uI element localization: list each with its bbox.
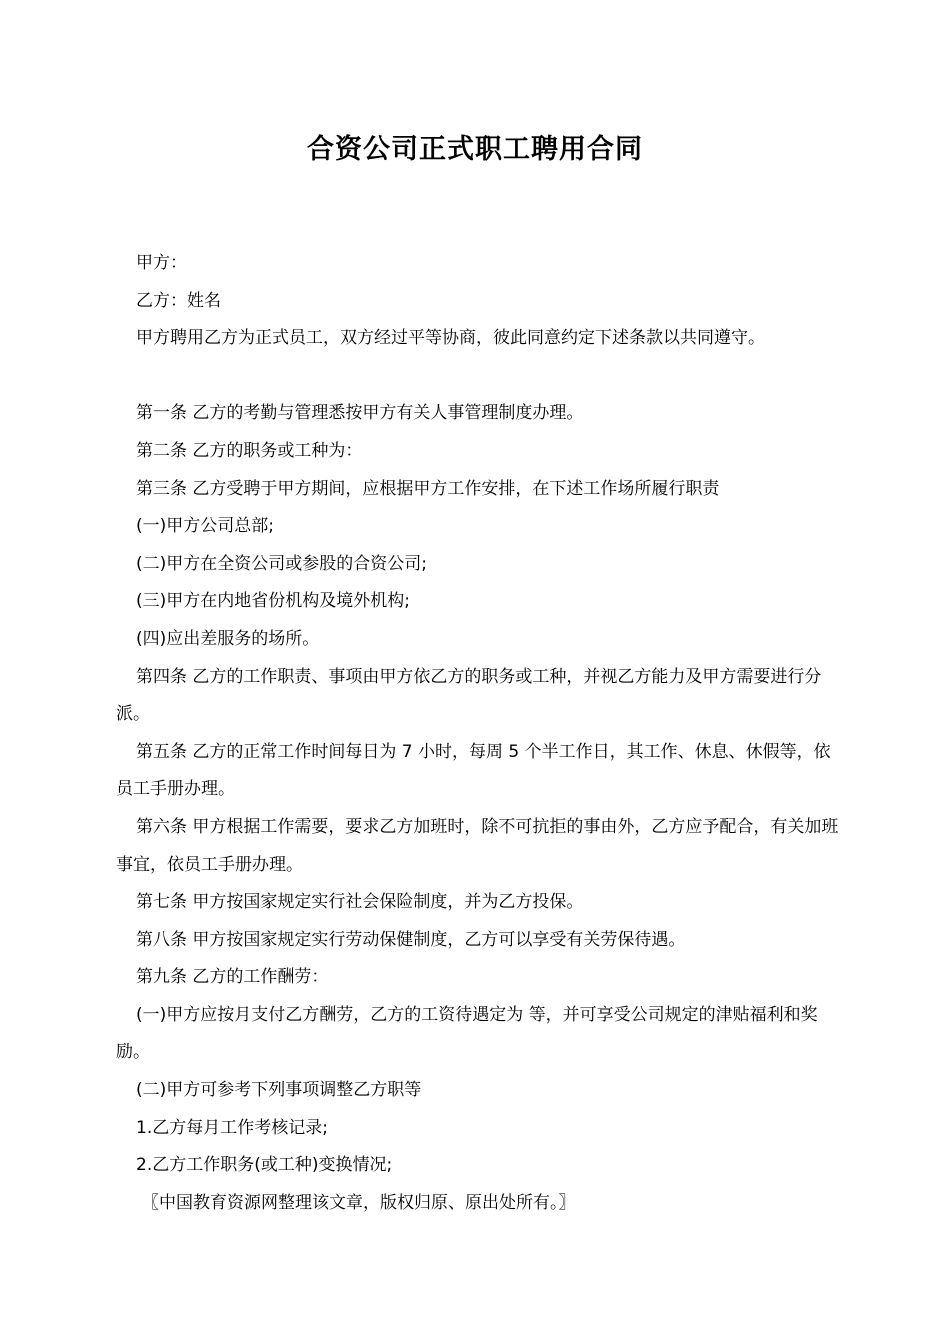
article-5: 第五条 乙方的正常工作时间每日为 7 小时，每周 5 个半工作日，其工作、休息、休假等，依员工手册办理。	[116, 741, 831, 800]
article-3-item-3: (三)甲方在内地省份机构及境外机构;	[136, 591, 410, 612]
article-8: 第八条 甲方按国家规定实行劳动保健制度，乙方可以享受有关劳保待遇。	[136, 929, 686, 950]
document-body	[116, 245, 846, 1222]
article-9-item-2: (二)甲方可参考下列事项调整乙方职等	[136, 1080, 422, 1101]
article-9-sub-item-1: 1.乙方每月工作考核记录;	[136, 1117, 328, 1138]
article-3: 第三条 乙方受聘于甲方期间，应根据甲方工作安排，在下述工作场所履行职责	[136, 478, 720, 499]
party-b-line: 乙方：姓名	[136, 290, 221, 311]
blank-line	[116, 358, 846, 396]
article-1: 第一条 乙方的考勤与管理悉按甲方有关人事管理制度办理。	[136, 403, 584, 424]
article-3-item-2: (二)甲方在全资公司或参股的合资公司;	[136, 553, 427, 574]
source-note: 〖中国教育资源网整理该文章，版权归原、原出处所有。〗	[142, 1192, 576, 1213]
article-3-item-1: (一)甲方公司总部;	[136, 516, 274, 537]
party-a-line: 甲方：	[136, 253, 187, 273]
article-9-sub-item-2: 2.乙方工作职务(或工种)变换情况;	[136, 1155, 393, 1176]
article-7: 第七条 甲方按国家规定实行社会保险制度，并为乙方投保。	[136, 892, 584, 913]
article-6: 第六条 甲方根据工作需要，要求乙方加班时，除不可抗拒的事由外，乙方应予配合，有关加班事宜，依员工手册办理。	[116, 816, 839, 875]
article-3-item-4: (四)应出差服务的场所。	[136, 628, 320, 649]
article-9-item-1: (一)甲方应按月支付乙方酬劳，乙方的工资待遇定为 等，并可享受公司规定的津贴福利和奖励。	[116, 1004, 818, 1063]
document-title: 合资公司正式职工聘用合同	[307, 134, 643, 165]
article-9: 第九条 乙方的工作酬劳：	[136, 967, 329, 988]
preamble-paragraph: 甲方聘用乙方为正式员工，双方经过平等协商，彼此同意约定下述条款以共同遵守。	[136, 328, 765, 349]
article-2: 第二条 乙方的职务或工种为：	[136, 440, 363, 461]
article-4: 第四条 乙方的工作职责、事项由甲方依乙方的职务或工种，并视乙方能力及甲方需要进行分派。	[116, 666, 822, 725]
